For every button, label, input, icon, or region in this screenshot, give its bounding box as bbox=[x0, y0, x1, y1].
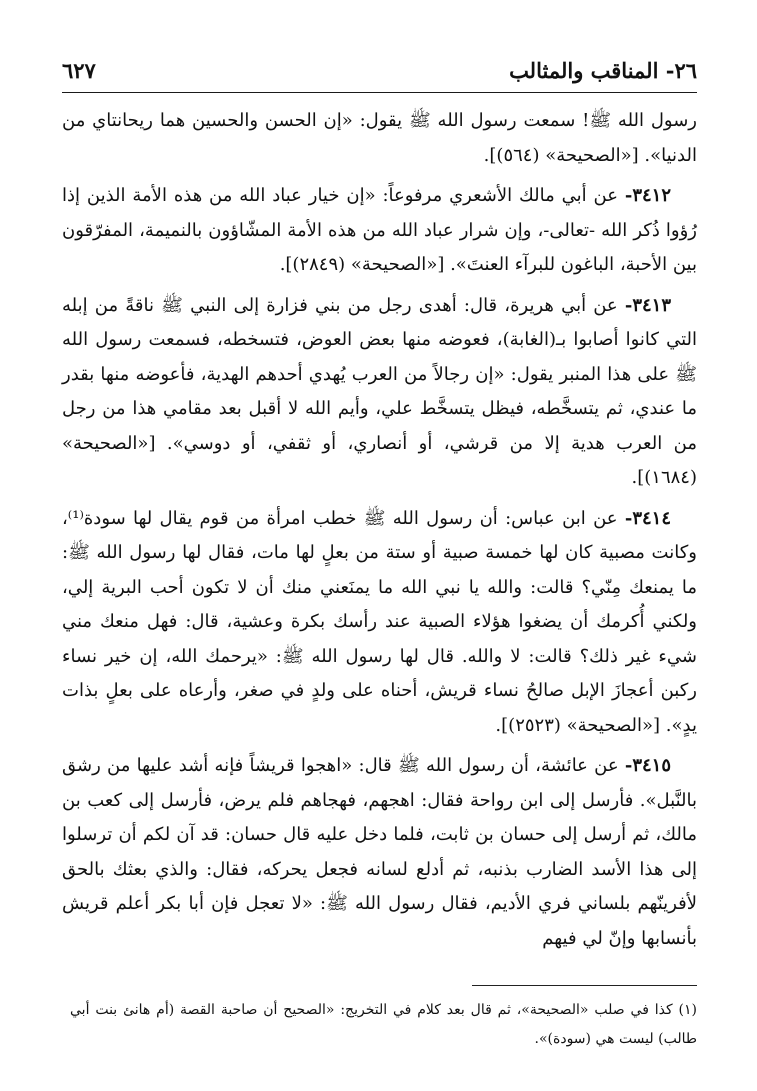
paragraph-text: عن عائشة، أن رسول الله ﷺ قال: «اهجوا قريشاً فإنه أشد عليها من رشق بالنَّبل». فأرسل إلى ابن رواحة فقال: اهجهم، فهجاهم فلم يرض، فأرسل إلى كعب بن مالك، ثم أرسل إلى حسان بن ثابت، فلما دخل عليه قال حسان: قد آن لكم أن ترسلوا إلى هذا الأسد الضارب بذنبه، ثم أدلع لسانه فجعل يحركه، فقال: والذي بعثك بالحق لأفرينّهم بلساني فري الأديم، فقال رسول الله ﷺ: «لا تعجل فإن أبا بكر أعلم قريش بأنسابها وإنّ لي فيهم bbox=[62, 755, 697, 949]
hadith-paragraph bbox=[62, 502, 697, 744]
paragraph-continuation bbox=[62, 104, 697, 173]
hadith-number: ٣٤١٥- bbox=[624, 755, 671, 776]
footnote: (١) كذا في صلب «الصحيحة»، ثم قال بعد كلام في التخريج: «الصحيح أن صاحبة القصة (أم هانئ بنت أبي طالب) ليست هي (سودة)». bbox=[70, 1002, 697, 1047]
hadith-number: ٣٤١٢- bbox=[624, 185, 671, 206]
main-text bbox=[62, 104, 697, 962]
running-header bbox=[62, 52, 697, 93]
footnote-divider bbox=[472, 985, 697, 986]
paragraph-text: عن ابن عباس: أن رسول الله ﷺ خطب امرأة من قوم يقال لها سودة⁽¹⁾، وكانت مصبية كان لها خمسة صبية أو ستة من بعلٍ لها مات، فقال لها رسول الله ﷺ: ما يمنعك مِنّي؟ قالت: والله يا نبي الله ما يمنَعني منك أن لا تكون أحب البرية إلي، ولكني أُكرمك أن يضغوا هؤلاء الصبية عند رأسك بكرة وعشية، قال: فهل منعك مني شيء غير ذلك؟ قالت: لا والله. قال لها رسول الله ﷺ: «يرحمك الله، إن خير نساء ركبن أعجازَ الإبل صالحُ نساء قريش، أحناه على ولدٍ في صغر، وأرعاه على بعلٍ بذات يدٍ». [«الصحيحة» (٢٥٢٣)]. bbox=[62, 507, 697, 736]
paragraph-text: عن أبي مالك الأشعري مرفوعاً: «إن خيار عباد الله من هذه الأمة الذين إذا رُؤوا ذُكر الله -تعالى-، وإن شرار عباد الله من هذه الأمة المشّاؤون بالنميمة، المفرّقون بين الأحبة، الباغون للبرآء العنتَ». [«الصحيحة» (٢٨٤٩)]. bbox=[62, 185, 697, 275]
hadith-paragraph bbox=[62, 179, 697, 283]
page-number: ٦٢٧ bbox=[62, 58, 96, 83]
hadith-number: ٣٤١٤- bbox=[624, 507, 671, 529]
hadith-number: ٣٤١٣- bbox=[624, 294, 671, 316]
paragraph-text: عن أبي هريرة، قال: أهدى رجل من بني فزارة إلى النبي ﷺ ناقةً من إبله التي كانوا أصابوا بـ(الغابة)، فعوضه منها بعض العوض، فتسخطه، فسمعت رسول الله ﷺ على هذا المنبر يقول: «إن رجالاً من العرب يُهدي أحدهم الهدية، فأعوضه منها بقدر ما عندي، ثم يتسخَّطه، فيظل يتسخَّط علي، وأيم الله لا أقبل بعد مقامي هذا من رجل من العرب هدية إلا من قرشي، أو أنصاري، أو ثقفي، أو دوسي». [«الصحيحة» (١٦٨٤)]. bbox=[62, 294, 697, 488]
hadith-paragraph bbox=[62, 749, 697, 956]
hadith-paragraph bbox=[62, 289, 697, 496]
paragraph-text: رسول الله ﷺ! سمعت رسول الله ﷺ يقول: «إن الحسن والحسين هما ريحانتاي من الدنيا». [«الصحيحة» (٥٦٤)]. bbox=[62, 110, 697, 166]
chapter-title: ٢٦- المناقب والمثالب bbox=[509, 58, 697, 83]
